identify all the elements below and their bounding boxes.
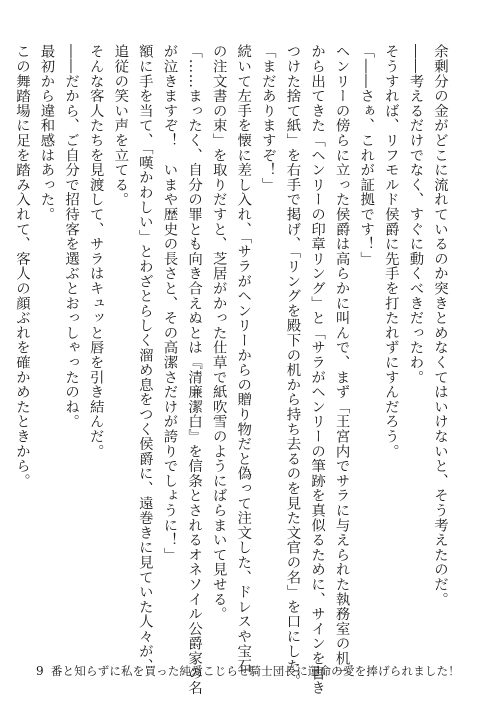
text-line: 「まだありますぞ！」 [259,44,276,192]
text-line: ヘンリーの傍らに立った侯爵は高らかに叫んで、まず「王宮内でサラに与えられた執務室の机」 [333,44,350,681]
text-line: この舞踏場に足を踏み入れて、客人の顔ぶれを確かめたときから。 [13,44,30,488]
text-line: ――考えるだけでなく、すぐに動くべきだったわ。 [407,44,424,385]
text-line: そんな客人たちを見渡して、サラはキュッと唇を引き結んだ。 [87,44,104,459]
text-line: 余剰分の金がどこに流れているのか突きとめなくてはいけないと、そう考えたのだ。 [432,44,448,607]
text-line: つけた捨て紙」を右手で掲げ、「リングを殿下の机から持ち去るのを見た文官の名」を口にした。 [284,44,301,688]
running-title: 番と知らずに私を買った純愛こじらせ騎士団長に運命の愛を捧げられました！ [50,664,460,678]
page-number: 9 [36,664,44,678]
text-line: 続いて左手を懐に差し入れ、「サラがヘンリーからの贈り物だと偽って注文した、ドレスや宝石 [235,44,252,674]
text-line: そうすれば、リフモルド侯爵に先手を打たれずにすんだろう。 [382,44,399,459]
text-line: 追従の笑い声を立てる。 [112,44,129,207]
text-line: の注文書の束」を取りだすと、芝居がかった仕草で紙吹雪のようにばらまいて見せる。 [210,44,227,622]
text-line: ――だから、ご自分で招待客を選ぶとおっしゃったのね。 [63,44,80,429]
page-footer [36,661,460,681]
text-line: 「――さぁ、これが証拠です！」 [358,44,375,266]
text-line: 額に手を当て、「嘆かわしい」とわざとらしく溜め息をつく侯爵に、遠巻きに見ていた人々が、 [136,44,153,674]
text-line: が泣きますぞ！ いまや歴史の長さと、その高潔さだけが誇りでしょうに！」 [161,44,178,562]
text-line: から出てきた「ヘンリーの印章リング」と「サラがヘンリーの筆跡を真似るために、サインを書き [309,44,326,696]
text-line: 最初から違和感はあった。 [38,44,55,222]
text-line: 「……まったく、自分の罪とも向き合えぬとは『清廉潔白』を信条とされるオネソイル公爵家の名 [186,44,203,696]
